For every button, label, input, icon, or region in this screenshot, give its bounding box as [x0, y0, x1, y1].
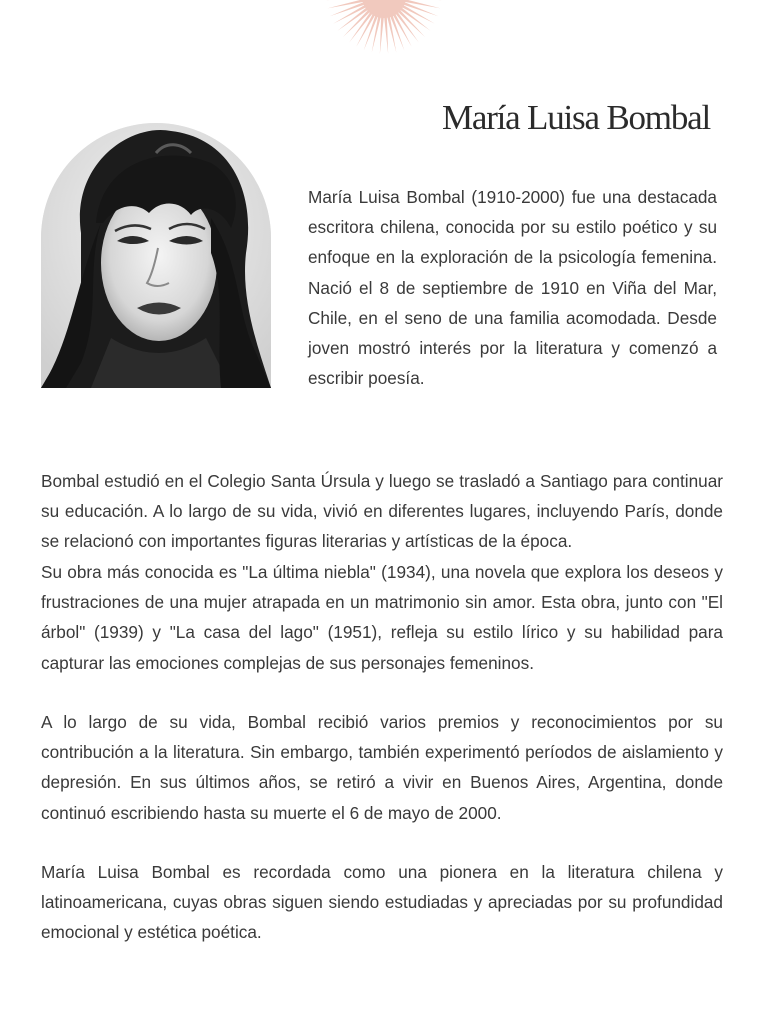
body-paragraph-2: Su obra más conocida es "La última niebla" (1934), una novela que explora los deseos y frustraciones de una mujer atrapada en un matrimonio sin amor. Esta obra, junto con "El árbol" (1939) y "La casa del lago" (1951), refleja su estilo lírico y su habilidad para capturar las emociones complejas de sus personajes femeninos.: [41, 562, 723, 673]
intro-paragraph: María Luisa Bombal (1910-2000) fue una destacada escritora chilena, conocida por su estilo poético y su enfoque en la exploración de la psicología femenina. Nació el 8 de septiembre de 1910 en Viña del Mar, Chile, en el seno de una familia acomodada. Desde joven mostró interés por la literatura y comenzó a escribir poesía.: [308, 187, 717, 389]
body-paragraph-1: Bombal estudió en el Colegio Santa Úrsula y luego se trasladó a Santiago para continuar su educación. A lo largo de su vida, vivió en diferentes lugares, incluyendo París, donde se relacionó con importantes figuras literarias y artísticas de la época.: [41, 471, 723, 552]
page-title: María Luisa Bombal: [441, 98, 710, 137]
body-paragraph-4: María Luisa Bombal es recordada como una pionera en la literatura chilena y latinoamericana, cuyas obras siguen siendo estudiadas y apreciadas por su profundidad emocional y estética poética.: [41, 862, 723, 943]
sunburst-icon: [318, 0, 450, 56]
body-paragraph-3: A lo largo de su vida, Bombal recibió varios premios y reconocimientos por su contribución a la literatura. Sin embargo, también experimentó períodos de aislamiento y depresión. En sus últimos años, se retiró a vivir en Buenos Aires, Argentina, donde continuó escribiendo hasta su muerte el 6 de mayo de 2000.: [41, 712, 723, 823]
portrait-photo: [41, 123, 271, 388]
